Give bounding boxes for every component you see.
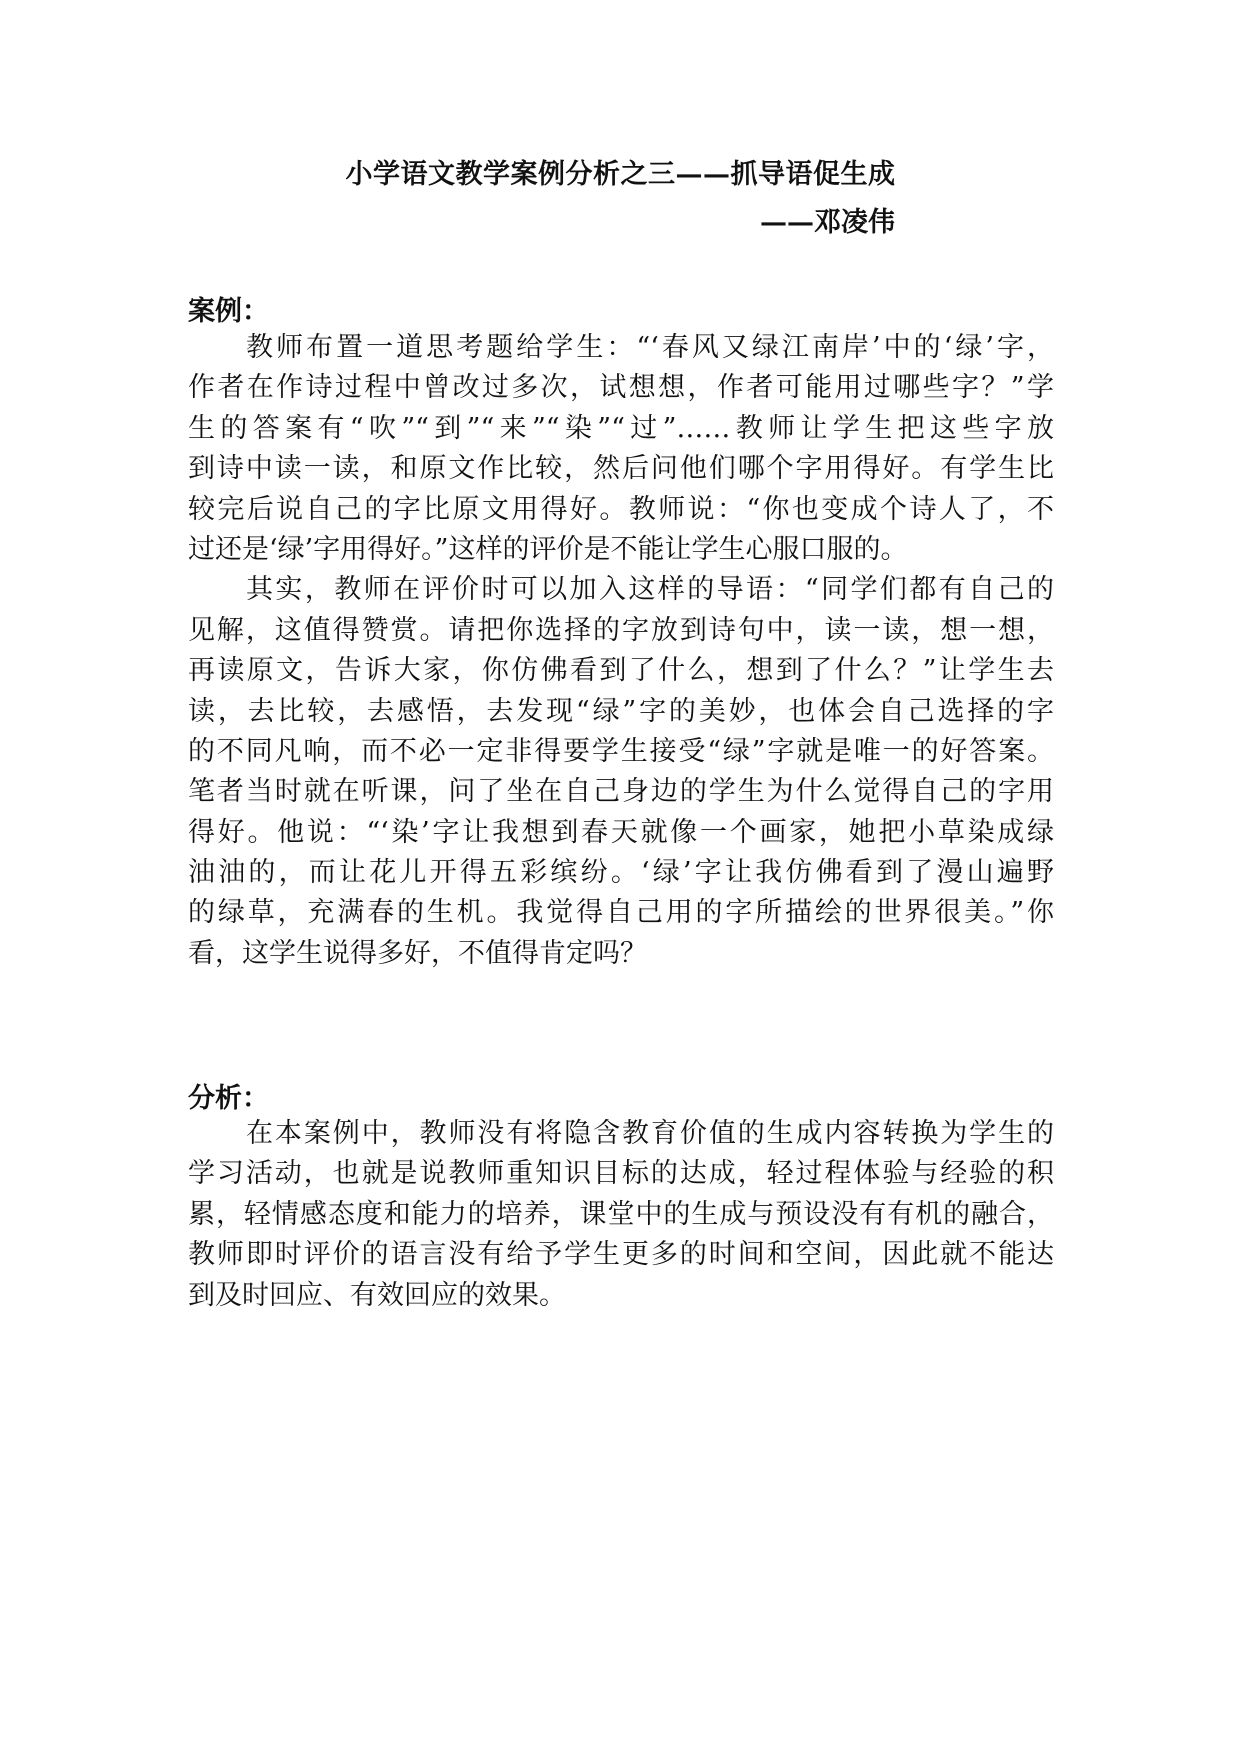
analysis-line: 学习活动，也就是说教师重知识目标的达成，轻过程体验与经验的积	[188, 1158, 1054, 1190]
case-line: 见解，这值得赞赏。请把你选择的字放到诗句中，读一读，想一想，	[188, 614, 1054, 646]
case-heading: 案例：	[188, 296, 269, 327]
case-line: 其实，教师在评价时可以加入这样的导语：“同学们都有自己的	[246, 574, 1054, 606]
case-line: 生的答案有“吹”“到”“来”“染”“过”……教师让学生把这些字放	[188, 412, 1055, 444]
analysis-line: 累，轻情感态度和能力的培养，课堂中的生成与预设没有有机的融合，	[188, 1198, 1054, 1230]
document-author: ——邓凌伟	[760, 207, 895, 238]
analysis-line: 教师即时评价的语言没有给予学生更多的时间和空间，因此就不能达	[188, 1239, 1054, 1271]
analysis-line: 在本案例中，教师没有将隐含教育价值的生成内容转换为学生的	[246, 1118, 1054, 1149]
case-line: 的不同凡响，而不必一定非得要学生接受“绿”字就是唯一的好答案。	[188, 735, 1054, 767]
case-line: 读，去比较，去感悟，去发现“绿”字的美妙，也体会自己选择的字	[188, 695, 1054, 727]
case-line: 得好。他说：“‘染’字让我想到春天就像一个画家，她把小草染成绿	[188, 816, 1054, 848]
analysis-line: 到及时回应、有效回应的效果。	[188, 1279, 566, 1311]
case-line: 作者在作诗过程中曾改过多次，试想想，作者可能用过哪些字？”学	[188, 372, 1054, 404]
case-line: 油油的，而让花儿开得五彩缤纷。‘绿’字让我仿佛看到了漫山遍野	[188, 857, 1054, 889]
document-title: 小学语文教学案例分析之三——抓导语促生成	[345, 159, 896, 190]
case-line: 过还是‘绿’字用得好。”这样的评价是不能让学生心服口服的。	[188, 533, 908, 565]
case-line: 再读原文，告诉大家，你仿佛看到了什么，想到了什么？”让学生去	[188, 655, 1054, 687]
case-line: 到诗中读一读，和原文作比较，然后问他们哪个字用得好。有学生比	[188, 453, 1054, 485]
case-line: 教师布置一道思考题给学生：“‘春风又绿江南岸’中的‘绿’字，	[246, 332, 1054, 363]
analysis-heading: 分析：	[188, 1083, 269, 1114]
case-line: 看，这学生说得多好，不值得肯定吗？	[188, 937, 647, 969]
case-text	[188, 328, 1054, 974]
case-line: 笔者当时就在听课，问了坐在自己身边的学生为什么觉得自己的字用	[188, 776, 1054, 808]
case-line: 的绿草，充满春的生机。我觉得自己用的字所描绘的世界很美。”你	[188, 897, 1054, 929]
analysis-text	[188, 1114, 1054, 1316]
case-line: 较完后说自己的字比原文用得好。教师说：“你也变成个诗人了，不	[188, 493, 1054, 525]
